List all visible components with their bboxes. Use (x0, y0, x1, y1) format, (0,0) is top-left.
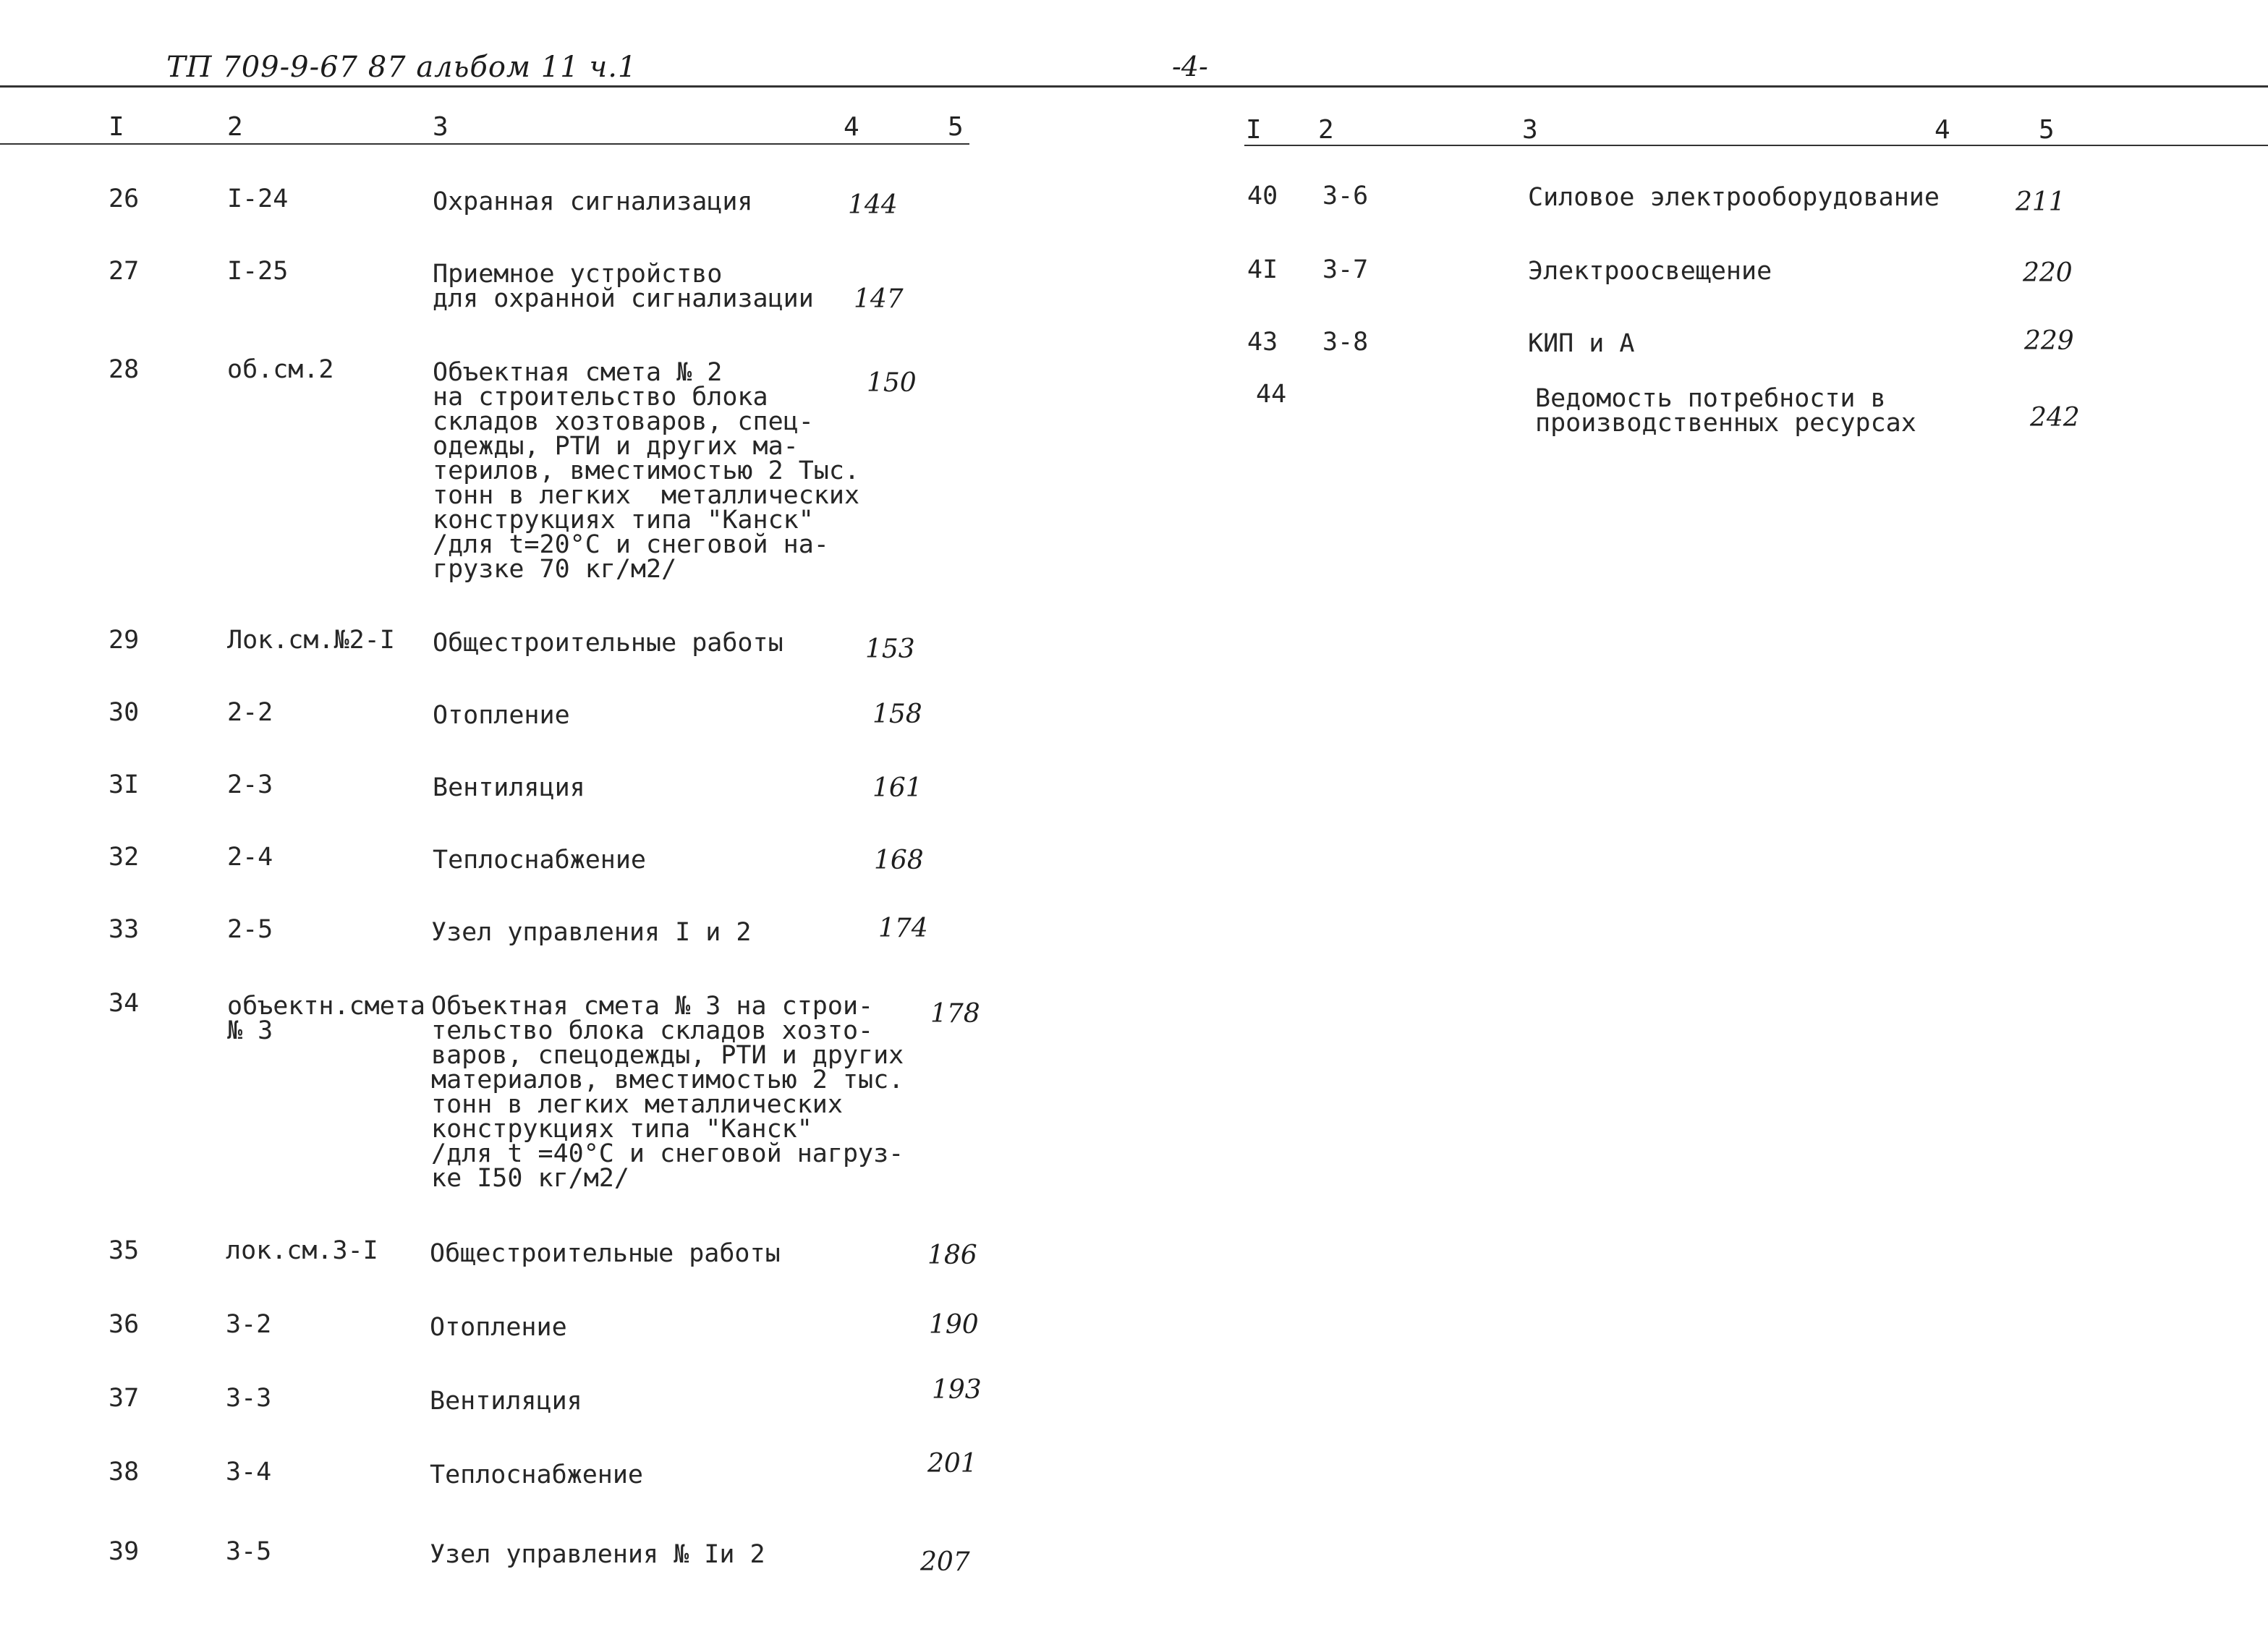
row-page: 229 (2024, 326, 2074, 356)
col-header-right-2: 2 (1318, 115, 1334, 145)
row-number: 39 (109, 1537, 140, 1566)
row-page: 201 (927, 1449, 977, 1479)
row-page: 147 (854, 284, 904, 314)
row-code: 3-4 (226, 1458, 272, 1487)
col-header-left-1: I (109, 112, 124, 142)
row-title: Общестроительные работы (433, 629, 783, 658)
row-page: 190 (929, 1310, 979, 1340)
row-title: КИП и А (1528, 329, 1635, 358)
row-code: 3-8 (1322, 328, 1369, 357)
row-number: 38 (109, 1458, 140, 1487)
row-code: Лок.см.№2-I (227, 626, 395, 655)
row-page: 168 (874, 846, 924, 875)
row-page: 242 (2030, 403, 2080, 433)
row-number: 33 (109, 915, 140, 944)
row-code: объектн.смета № 3 (227, 992, 425, 1045)
row-title: Ведомость потребности в производственных ресурсах (1535, 384, 1916, 438)
row-title: Теплоснабжение (433, 846, 647, 875)
col-header-right-4: 4 (1934, 115, 1950, 145)
row-number: 34 (109, 989, 140, 1018)
row-page: 207 (920, 1547, 970, 1577)
row-page: 150 (867, 368, 917, 398)
row-title: Отопление (430, 1313, 567, 1342)
row-page: 174 (878, 914, 928, 943)
row-code: 3-7 (1322, 255, 1369, 284)
row-title: Узел управления № Iи 2 (430, 1540, 765, 1569)
row-title: Вентиляция (433, 773, 585, 802)
row-title: Отопление (433, 701, 570, 730)
col-header-right-3: 3 (1522, 115, 1538, 145)
row-page: 220 (2023, 258, 2073, 288)
row-title: Охранная сигнализация (433, 187, 753, 216)
row-page: 158 (872, 700, 922, 729)
row-code: 2-4 (227, 843, 273, 872)
col-header-left-3: 3 (433, 112, 449, 142)
row-page: 161 (872, 773, 922, 803)
row-number: 26 (109, 184, 140, 213)
col-header-right-1: I (1246, 115, 1262, 145)
row-number: 30 (109, 698, 140, 727)
row-page: 211 (2016, 187, 2065, 217)
row-page: 178 (930, 999, 980, 1029)
row-number: 28 (109, 355, 140, 384)
row-title: Узел управления I и 2 (431, 918, 752, 947)
row-title: Объектная смета № 2 на строительство блока складов хозтоваров, спец- одежды, РТИ и других ма- терилов, вместимостью 2 Тыс. тонн в легких металлических конструкциях типа "Канск" /для t=20°С и снеговой на- грузке 70 кг/м2/ (433, 358, 860, 584)
row-number: 37 (109, 1384, 140, 1413)
row-number: 35 (109, 1236, 140, 1265)
row-number: 44 (1256, 380, 1287, 409)
row-code: 3-6 (1322, 182, 1369, 211)
row-code: об.см.2 (227, 355, 334, 384)
col-header-left-5: 5 (948, 112, 964, 142)
row-code: лок.см.3-I (226, 1236, 378, 1265)
row-code: 3-2 (226, 1310, 272, 1339)
row-number: 32 (109, 843, 140, 872)
row-title: Приемное устройство для охранной сигнализации (433, 260, 814, 313)
row-code: 2-5 (227, 915, 273, 944)
row-number: 40 (1247, 182, 1278, 211)
row-number: 36 (109, 1310, 140, 1339)
row-page: 144 (848, 190, 898, 220)
row-code: 3-3 (226, 1384, 272, 1413)
row-code: 2-3 (227, 770, 273, 799)
row-number: 3I (109, 770, 140, 799)
row-number: 43 (1247, 328, 1278, 357)
row-title: Вентиляция (430, 1387, 582, 1416)
row-title: Силовое электрооборудование (1528, 183, 1940, 212)
row-title: Объектная смета № 3 на строи- тельство блока складов хозто- варов, спецодежды, РТИ и других материалов, вместимостью 2 тыс. тонн в легких металлических конструкциях типа "Канск" /для t =40°С и снеговой нагруз- ке I50 кг/м2/ (431, 992, 904, 1193)
row-title: Общестроительные работы (430, 1239, 781, 1268)
row-number: 29 (109, 626, 140, 655)
header-rule-left (0, 143, 969, 145)
row-title: Электроосвещение (1528, 257, 1772, 286)
col-header-left-4: 4 (844, 112, 859, 142)
row-code: I-25 (227, 257, 289, 286)
row-page: 193 (932, 1375, 982, 1405)
document-code: ТП 709-9-67 87 альбом 11 ч.1 (166, 51, 637, 84)
row-title: Теплоснабжение (430, 1460, 644, 1489)
row-code: I-24 (227, 184, 289, 213)
row-code: 2-2 (227, 698, 273, 727)
top-rule (0, 85, 2268, 88)
header-rule-right (1244, 145, 2268, 146)
row-number: 4I (1247, 255, 1278, 284)
col-header-right-5: 5 (2039, 115, 2055, 145)
row-number: 27 (109, 257, 140, 286)
row-code: 3-5 (226, 1537, 272, 1566)
col-header-left-2: 2 (227, 112, 243, 142)
page-number: -4- (1172, 51, 1208, 82)
row-page: 186 (927, 1241, 977, 1270)
row-page: 153 (865, 634, 915, 664)
